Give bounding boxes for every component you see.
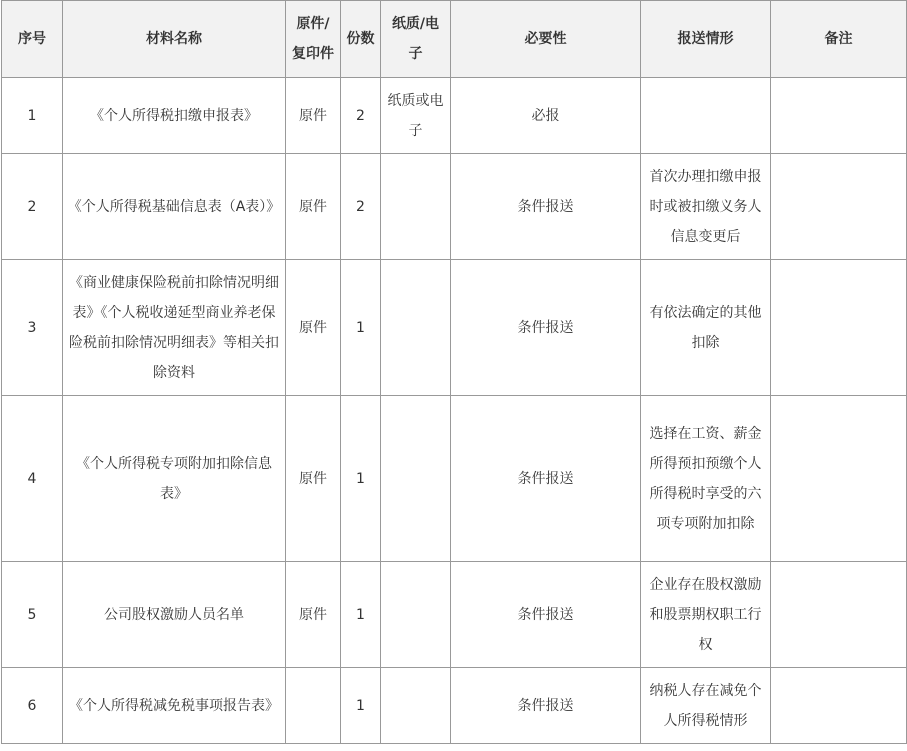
cell-no: 5 [2,562,63,668]
header-necessity: 必要性 [451,1,641,78]
header-situation: 报送情形 [641,1,771,78]
cell-name: 《商业健康保险税前扣除情况明细表》《个人税收递延型商业养老保险税前扣除情况明细表》等相关扣除资料 [63,260,286,396]
header-copies: 份数 [341,1,381,78]
cell-type: 原件 [286,562,341,668]
cell-remark [771,396,907,562]
cell-name: 《个人所得税扣缴申报表》 [63,78,286,154]
cell-medium [381,668,451,744]
cell-situation [641,78,771,154]
cell-copies: 1 [341,562,381,668]
cell-type: 原件 [286,154,341,260]
header-name: 材料名称 [63,1,286,78]
header-remark: 备注 [771,1,907,78]
cell-situation: 企业存在股权激励和股票期权职工行权 [641,562,771,668]
cell-medium [381,154,451,260]
cell-situation: 纳税人存在减免个人所得税情形 [641,668,771,744]
cell-type: 原件 [286,78,341,154]
cell-remark [771,154,907,260]
cell-copies: 2 [341,154,381,260]
table-row [2,260,907,396]
cell-remark [771,562,907,668]
cell-no: 6 [2,668,63,744]
cell-situation: 首次办理扣缴申报时或被扣缴义务人信息变更后 [641,154,771,260]
cell-situation: 选择在工资、薪金所得预扣预缴个人所得税时享受的六项专项附加扣除 [641,396,771,562]
cell-name: 《个人所得税减免税事项报告表》 [63,668,286,744]
cell-no: 2 [2,154,63,260]
cell-necessity: 条件报送 [451,668,641,744]
table-row [2,668,907,744]
cell-name: 《个人所得税专项附加扣除信息表》 [63,396,286,562]
cell-copies: 1 [341,396,381,562]
cell-necessity: 条件报送 [451,260,641,396]
cell-name: 公司股权激励人员名单 [63,562,286,668]
cell-copies: 1 [341,260,381,396]
cell-copies: 1 [341,668,381,744]
cell-medium [381,396,451,562]
header-medium: 纸质/电子 [381,1,451,78]
cell-medium: 纸质或电子 [381,78,451,154]
table-row [2,154,907,260]
cell-remark [771,260,907,396]
cell-remark [771,668,907,744]
header-row [2,1,907,78]
cell-type: 原件 [286,260,341,396]
cell-type [286,668,341,744]
cell-no: 4 [2,396,63,562]
cell-medium [381,260,451,396]
cell-copies: 2 [341,78,381,154]
cell-no: 1 [2,78,63,154]
cell-medium [381,562,451,668]
cell-necessity: 条件报送 [451,562,641,668]
header-type: 原件/复印件 [286,1,341,78]
table-row [2,562,907,668]
cell-type: 原件 [286,396,341,562]
header-no: 序号 [2,1,63,78]
table-row [2,78,907,154]
table-row [2,396,907,562]
cell-name: 《个人所得税基础信息表（A表）》 [63,154,286,260]
cell-necessity: 条件报送 [451,154,641,260]
cell-no: 3 [2,260,63,396]
cell-necessity: 条件报送 [451,396,641,562]
cell-remark [771,78,907,154]
cell-situation: 有依法确定的其他扣除 [641,260,771,396]
cell-necessity: 必报 [451,78,641,154]
materials-table [1,0,907,744]
